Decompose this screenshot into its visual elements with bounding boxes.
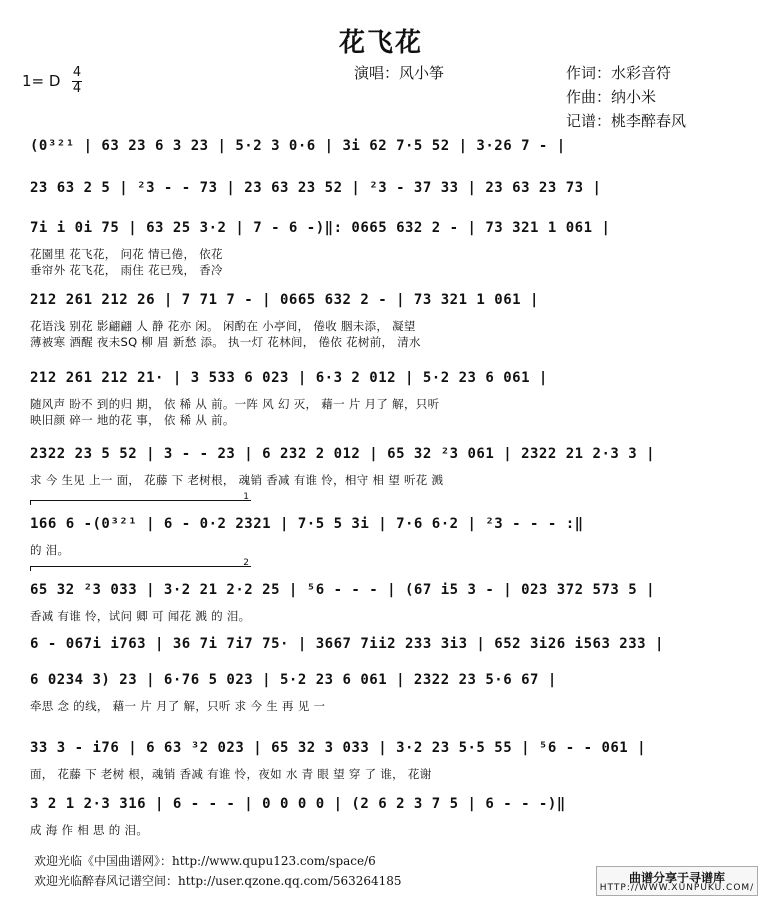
volta-bracket-1: 1 [30,500,251,505]
watermark-text: 曲谱分享于寻谱库 [628,871,725,885]
notation-row: 7i i 0i 75 | 63 25 3·2 | 7 - 6 -)‖: 0665 632 2 - | 73 321 1 061 | [30,220,611,236]
lyric-line: 的 泪。 [30,543,70,557]
lyric-line: 随风声 盼不 到的归 期， 依 稀 从 前。一阵 风 幻 灭， 藉一 片 月了 解，只听 [30,397,440,411]
footer-link-qzone[interactable]: 欢迎光临醉春风记谱空间：http://user.qzone.qq.com/563264185 [34,874,402,888]
notation-row: 6 0234 3) 23 | 6·76 5 023 | 5·2 23 6 061 | 2322 23 5·6 67 | [30,672,557,688]
notation-row: 3 2 1 2·3 316 | 6 - - - | 0 0 0 0 | (2 6 2 3 7 5 | 6 - - -)‖ [30,796,566,812]
notation-row: 2322 23 5 52 | 3 - - 23 | 6 232 2 012 | 65 32 ²3 061 | 2322 21 2·3 3 | [30,446,656,462]
lyric-line: 薄被寒 酒醒 夜未SQ 柳 眉 新愁 添。 执一灯 花林间， 倦依 花树前， 清水 [30,335,421,349]
notation-row: (0³²¹ | 63 23 6 3 23 | 5·2 3 0·6 | 3i 62 7·5 52 | 3·26 7 - | [30,138,566,154]
notation-row: 65 32 ²3 033 | 3·2 21 2·2 25 | ⁵6 - - - | (67 i5 3 - | 023 372 573 5 | [30,582,656,598]
lyric-line: 花语浅 别花 影翩翩 人 静 花亦 闲。 闲酌在 小亭间， 倦收 胭未添， 凝望 [30,319,416,333]
watermark-url: HTTP://WWW.XUNPUKU.COM/ [599,883,755,893]
notation-row: 166 6 -(0³²¹ | 6 - 0·2 2321 | 7·5 5 3i | 7·6 6·2 | ²3 - - - :‖ [30,516,584,532]
composer-credit: 作曲：纳小米 [566,88,657,106]
lyricist-credit: 作词：水彩音符 [566,64,672,82]
notation-row: 212 261 212 26 | 7 71 7 - | 0665 632 2 - | 73 321 1 061 | [30,292,539,308]
lyric-line: 花園里 花飞花， 问花 情已倦， 依花 [30,247,223,261]
notation-row: 212 261 212 21· | 3 533 6 023 | 6·3 2 012 | 5·2 23 6 061 | [30,370,548,386]
time-signature [72,66,82,96]
notation-row: 23 63 2 5 | ²3 - - 73 | 23 63 23 52 | ²3 - 37 33 | 23 63 23 73 | [30,180,602,196]
page-title: 花飞花 [338,28,423,58]
time-signature-bottom: 4 [72,81,82,96]
time-signature-top: 4 [72,65,82,80]
lyric-line: 映旧颜 碎一 地的花 事， 依 稀 从 前。 [30,413,235,427]
lyric-line: 牵思 念 的线， 藉一 片 月了 解，只听 求 今 生 再 见 一 [30,699,326,713]
footer-link-qupu[interactable]: 欢迎光临《中国曲谱网》：http://www.qupu123.com/space/6 [34,854,376,868]
key-signature: 1= D [22,72,61,90]
lyric-line: 垂帘外 花飞花， 雨住 花已残， 香冷 [30,263,223,277]
lyric-line: 香减 有谁 怜，试问 卿 可 闻花 溅 的 泪。 [30,609,251,623]
notation-row: 6 - 067i i763 | 36 7i 7i7 75· | 3667 7ii2 233 3i3 | 652 3i26 i563 233 | [30,636,664,652]
volta-bracket-2: 2 [30,566,251,571]
lyric-line: 面， 花藤 下 老树 根，魂销 香减 有谁 怜，夜如 水 青 眼 望 穿 了 谁， 花谢 [30,767,432,781]
singer-credit: 演唱：风小筝 [354,64,445,82]
watermark-stamp [596,866,758,896]
lyric-line: 求 今 生见 上一 面， 花藤 下 老树根， 魂销 香减 有谁 怜，相守 相 望 听花 溅 [30,473,444,487]
transcriber-credit: 记谱：桃李醉春风 [566,112,687,130]
lyric-line: 成 海 作 相 思 的 泪。 [30,823,149,837]
notation-row: 33 3 - i76 | 6 63 ³2 023 | 65 32 3 033 | 3·2 23 5·5 55 | ⁵6 - - 061 | [30,740,647,756]
